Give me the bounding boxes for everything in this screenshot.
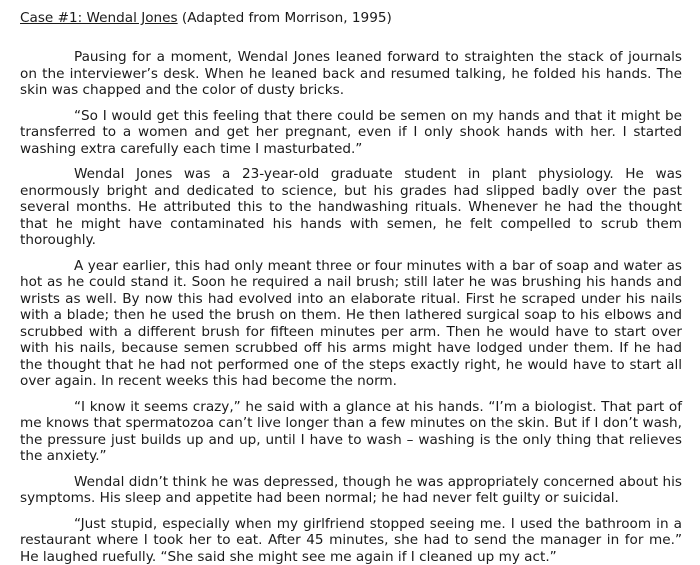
paragraph: “I know it seems crazy,” he said with a glance at his hands. “I’m a biologist. That part of me knows that spermatozoa can’t live longer than a few minutes on the skin. But if I don’t wash, the pressure just builds up and up, until I have to wash – washing is the only thing that relieves the anxiety.” [20,399,682,465]
paragraph: Pausing for a moment, Wendal Jones leaned forward to straighten the stack of journals on the interviewer’s desk. When he leaned back and resumed talking, he folded his hands. The skin was chapped and the color of dusty bricks. [20,49,682,99]
paragraph: “So I would get this feeling that there could be semen on my hands and that it might be transferred to a women and get her pregnant, even if I only shook hands with her. I started washing extra carefully each time I masturbated.” [20,108,682,158]
case-label: Case #1: Wendal Jones [20,10,178,26]
paragraph: “Just stupid, especially when my girlfriend stopped seeing me. I used the bathroom in a restaurant where I took her to eat. After 45 minutes, she had to send the manager in for me.” He laughed ruefully. “She said she might see me again if I cleaned up my act.” [20,516,682,565]
case-source: (Adapted from Morrison, 1995) [178,10,392,26]
case-title [20,10,682,27]
paragraph: Wendal didn’t think he was depressed, though he was appropriately concerned about his symptoms. His sleep and appetite had been normal; he had never felt guilty or suicidal. [20,474,682,507]
paragraph: A year earlier, this had only meant three or four minutes with a bar of soap and water as hot as he could stand it. Soon he required a nail brush; still later he was brushing his hands and wrists as well. By now this had evolved into an elaborate ritual. First he scraped under his nails with a blade; then he used the brush on them. He then lathered surgical soap to his elbows and scrubbed with a different brush for fifteen minutes per arm. Then he would have to start over with his nails, because semen scrubbed off his arms might have lodged under them. If he had the thought that he had not performed one of the steps exactly right, he would have to start all over again. In recent weeks this had become the norm. [20,258,682,390]
paragraph: Wendal Jones was a 23-year-old graduate student in plant physiology. He was enormously bright and dedicated to science, but his grades had slipped badly over the past several months. He attributed this to the handwashing rituals. Whenever he had the thought that he might have contaminated his hands with semen, he felt compelled to scrub them thoroughly. [20,166,682,249]
